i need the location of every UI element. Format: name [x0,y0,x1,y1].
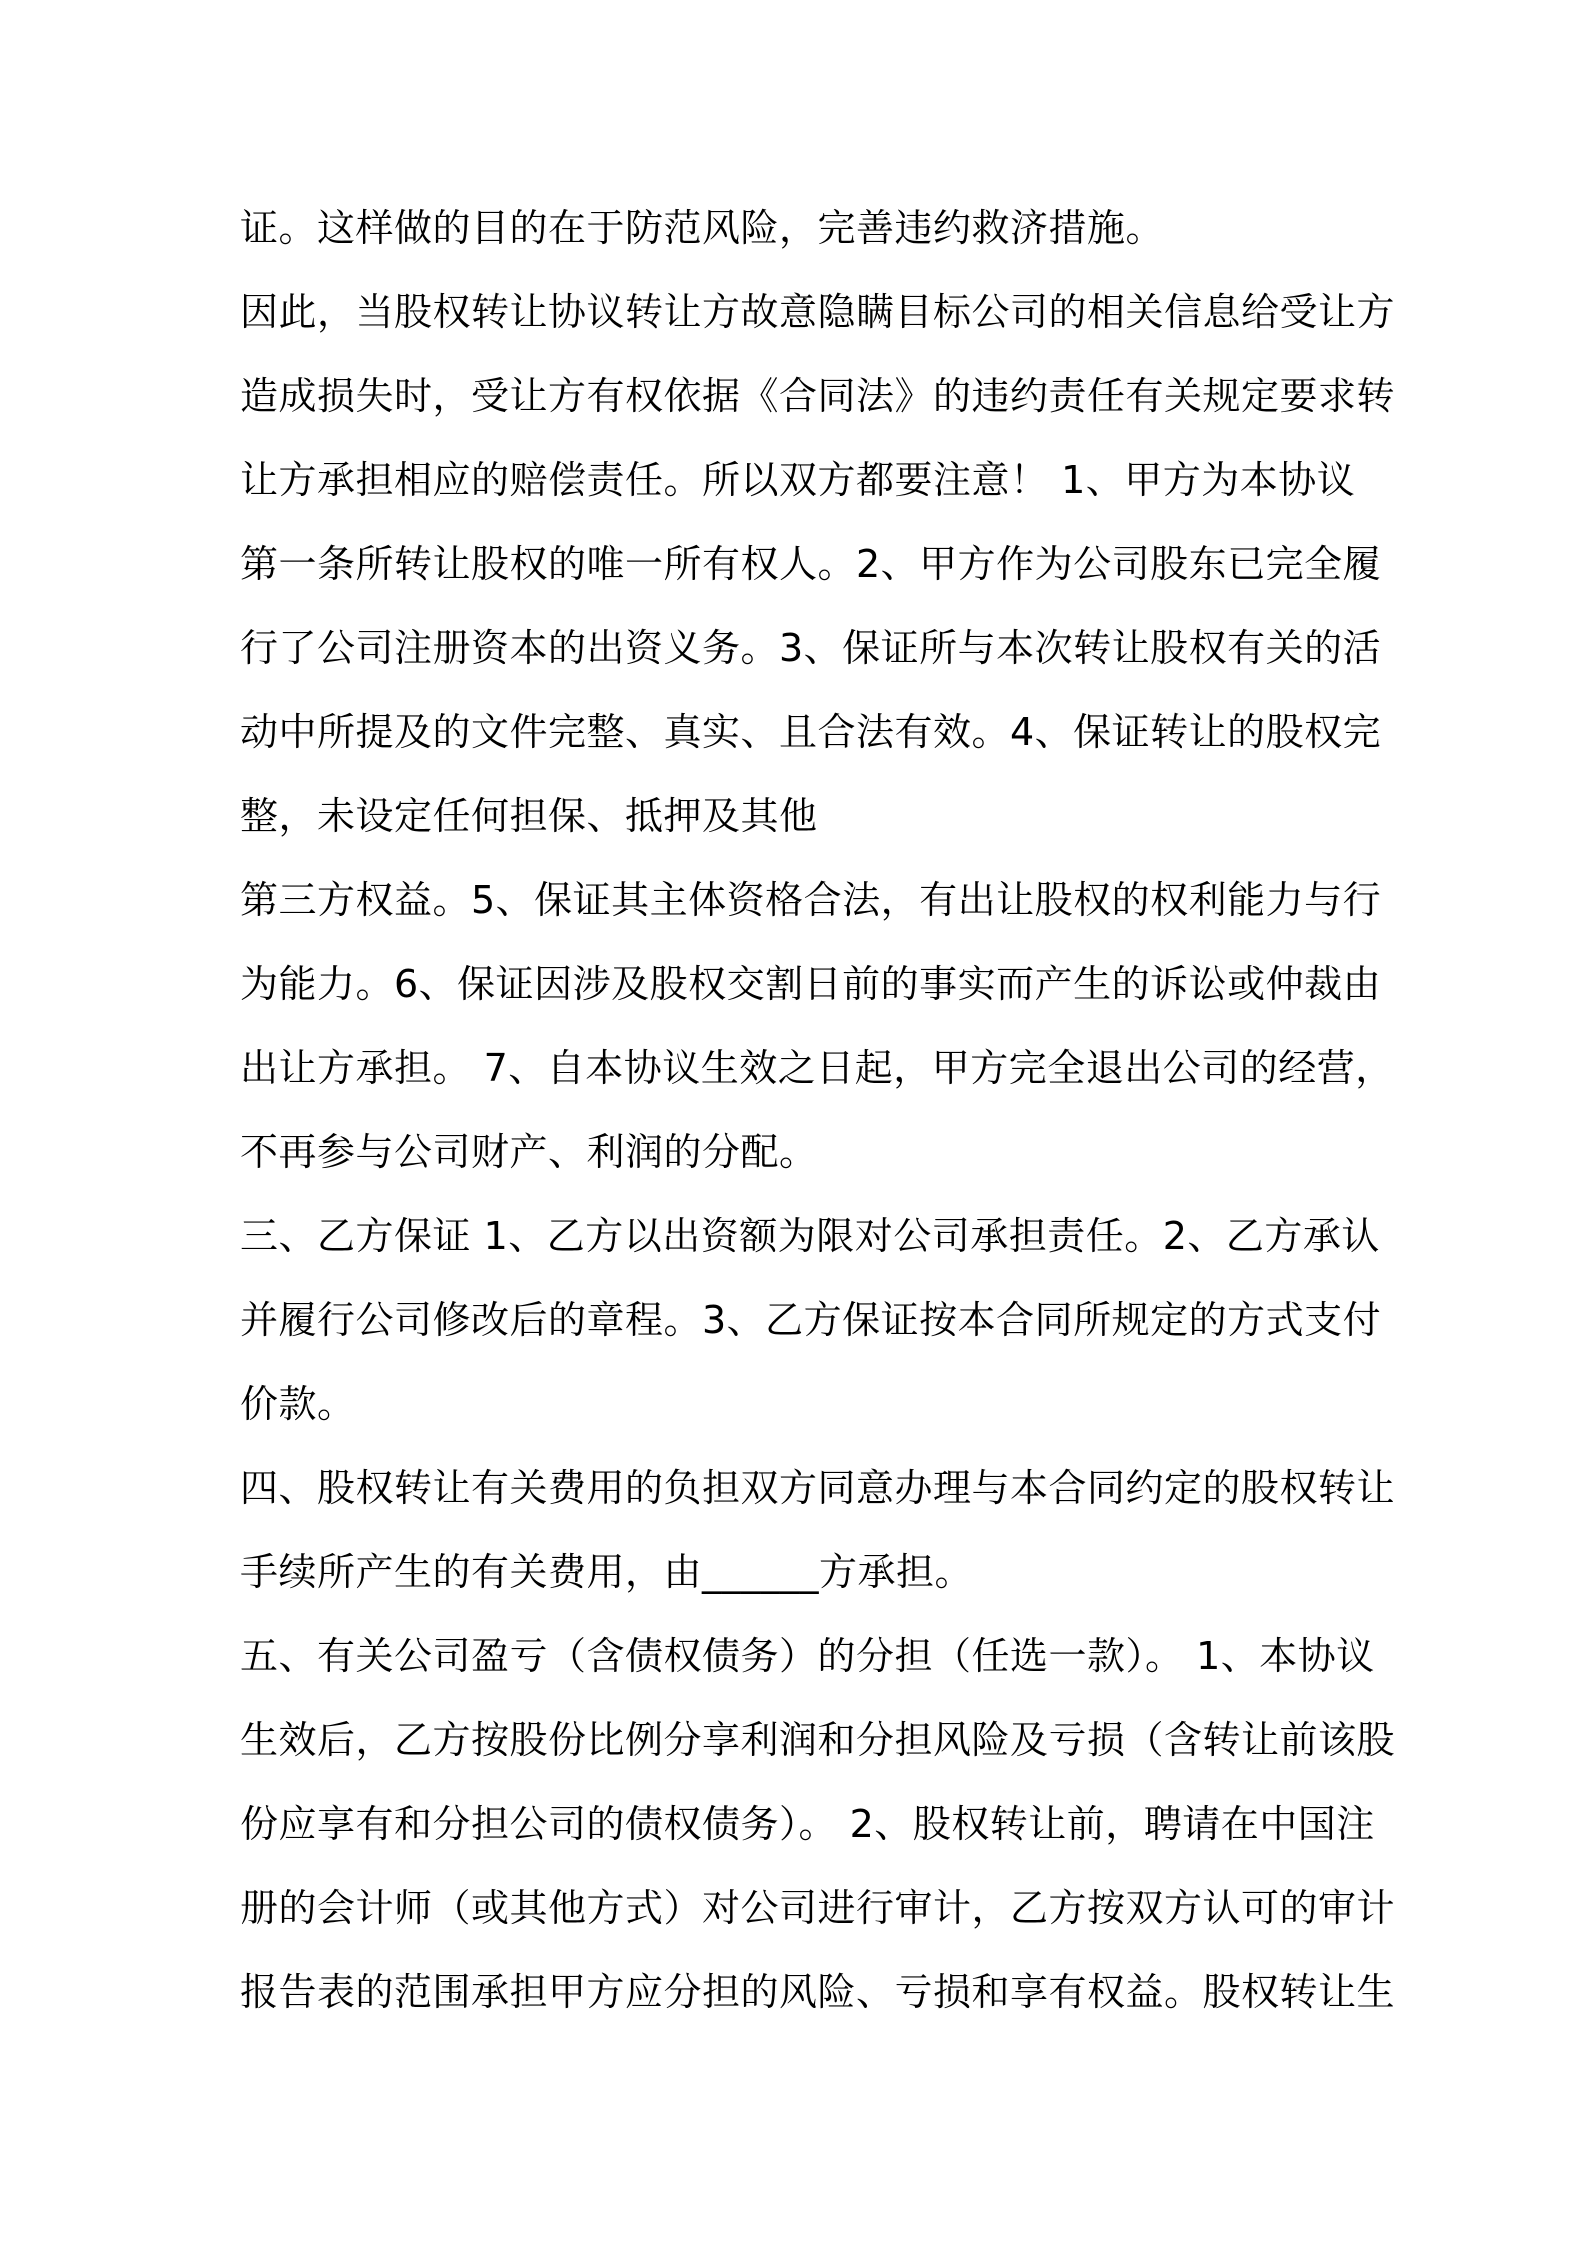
text-line: 份应享有和分担公司的债权债务）。 2、股权转让前，聘请在中国注 [240,1802,1375,1846]
text-line: 册的会计师（或其他方式）对公司进行审计，乙方按双方认可的审计 [240,1886,1396,1930]
text-line: 证。这样做的目的在于防范风险，完善违约救济措施。 [240,206,1165,250]
text-line: 为能力。6、保证因涉及股权交割日前的事实而产生的诉讼或仲裁由 [240,962,1382,1006]
text-line: 出让方承担。 7、自本协议生效之日起，甲方完全退出公司的经营， [240,1046,1394,1090]
text-line: 行了公司注册资本的出资义务。3、保证所与本次转让股权有关的活 [240,626,1382,670]
text-line: 第三方权益。5、保证其主体资格合法，有出让股权的权利能力与行 [240,878,1382,922]
text-line: 四、股权转让有关费用的负担双方同意办理与本合同约定的股权转让 [240,1466,1396,1510]
text-line: 价款。 [240,1382,356,1426]
text-line: 不再参与公司财产、利润的分配。 [240,1130,818,1174]
text-line: 并履行公司修改后的章程。3、乙方保证按本合同所规定的方式支付 [240,1298,1382,1342]
text-line: 三、乙方保证 1、乙方以出资额为限对公司承担责任。2、乙方承认 [240,1214,1380,1258]
text-line: 因此，当股权转让协议转让方故意隐瞒目标公司的相关信息给受让方 [240,290,1396,334]
text-line: 报告表的范围承担甲方应分担的风险、亏损和享有权益。股权转让生 [240,1970,1396,2014]
text-line: 五、有关公司盈亏（含债权债务）的分担（任选一款）。 1、本协议 [240,1634,1375,1678]
text-line: 动中所提及的文件完整、真实、且合法有效。4、保证转让的股权完 [240,710,1382,754]
text-line: 手续所产生的有关费用，由______方承担。 [240,1550,974,1594]
text-line: 造成损失时，受让方有权依据《合同法》的违约责任有关规定要求转 [240,374,1396,418]
text-line: 整，未设定任何担保、抵押及其他 [240,794,818,838]
text-line: 让方承担相应的赔偿责任。所以双方都要注意！ 1、甲方为本协议 [240,458,1356,502]
text-line: 生效后，乙方按股份比例分享利润和分担风险及亏损（含转让前该股 [240,1718,1396,1762]
text-line: 第一条所转让股权的唯一所有权人。2、甲方作为公司股东已完全履 [240,542,1382,586]
